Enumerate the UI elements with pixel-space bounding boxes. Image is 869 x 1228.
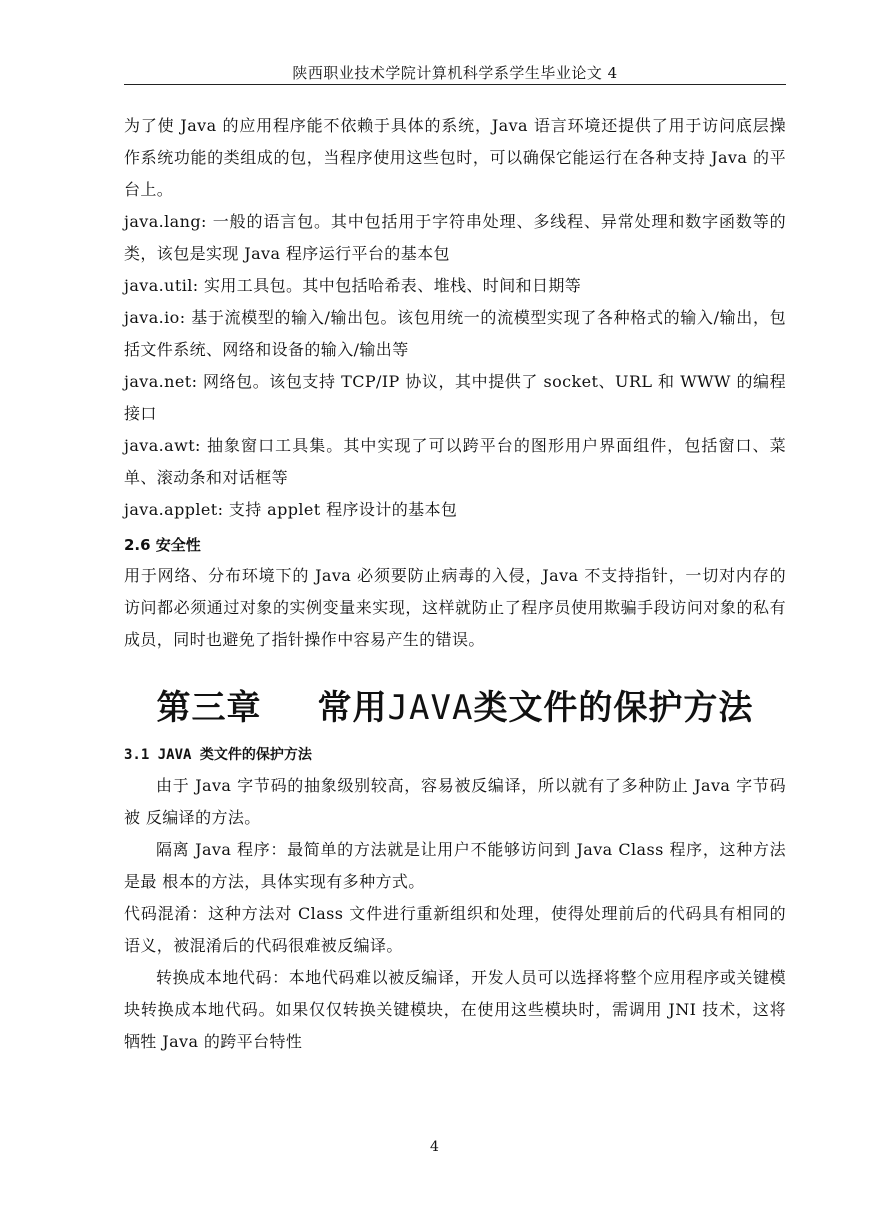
page-number: 4 [430,1139,439,1155]
paragraph-java-net: java.net: 网络包。该包支持 TCP/IP 协议，其中提供了 socket、URL 和 WWW 的编程接口 [124,372,786,423]
chapter-number: 第三章 [156,688,262,728]
paragraph-java-awt: java.awt: 抽象窗口工具集。其中实现了可以跨平台的图形用户界面组件，包括窗口、菜单、滚动条和对话框等 [124,436,786,487]
paragraph-native-code: 转换成本地代码：本地代码难以被反编译，开发人员可以选择将整个应用程序或关键模块转换成本地代码。如果仅仅转换关键模块，在使用这些模块时，需调用 JNI 技术，这将牺牲 Java 的跨平台特性 [124,968,786,1051]
paragraph-obfuscation: 代码混淆：这种方法对 Class 文件进行重新组织和处理，使得处理前后的代码具有相同的语义，被混淆后的代码很难被反编译。 [124,904,786,955]
page-body [124,110,786,1058]
paragraph-java-util: java.util: 实用工具包。其中包括哈希表、堆栈、时间和日期等 [124,276,582,295]
section-heading-2-6: 2.6 安全性 [124,536,201,554]
chapter-title-post: 类文件的保护方法 [473,688,754,728]
chapter-title-pre: 常用 [317,688,388,728]
paragraph-security: 用于网络、分布环境下的 Java 必须要防止病毒的入侵，Java 不支持指针，一切对内存的访问都必须通过对象的实例变量来实现，这样就防止了程序员使用欺骗手段访问对象的私有成员，同时也避免了指针操作中容易产生的错误。 [124,566,786,649]
paragraph-java-packages-intro: 为了使 Java 的应用程序能不依赖于具体的系统，Java 语言环境还提供了用于访问底层操作系统功能的类组成的包，当程序使用这些包时，可以确保它能运行在各种支持 Java 的平台上。 [124,116,786,199]
chapter-title [124,680,786,736]
paragraph-decompile-intro: 由于 Java 字节码的抽象级别较高，容易被反编译，所以就有了多种防止 Java 字节码被 反编译的方法。 [124,776,786,827]
header-rule [124,84,786,85]
paragraph-java-io: java.io: 基于流模型的输入/输出包。该包用统一的流模型实现了各种格式的输入/输出，包括文件系统、网络和设备的输入/输出等 [124,308,786,359]
paragraph-java-applet: java.applet: 支持 applet 程序设计的基本包 [124,500,458,519]
chapter-title-java: JAVA [387,688,474,728]
paragraph-java-lang: java.lang: 一般的语言包。其中包括用于字符串处理、多线程、异常处理和数字函数等的类，该包是实现 Java 程序运行平台的基本包 [124,212,786,263]
section-heading-3-1: 3.1 JAVA 类文件的保护方法 [124,747,312,763]
paragraph-isolation: 隔离 Java 程序：最简单的方法就是让用户不能够访问到 Java Class 程序，这种方法是最 根本的方法，具体实现有多种方式。 [124,840,786,891]
running-header: 陕西职业技术学院计算机科学系学生毕业论文 4 [292,64,618,82]
